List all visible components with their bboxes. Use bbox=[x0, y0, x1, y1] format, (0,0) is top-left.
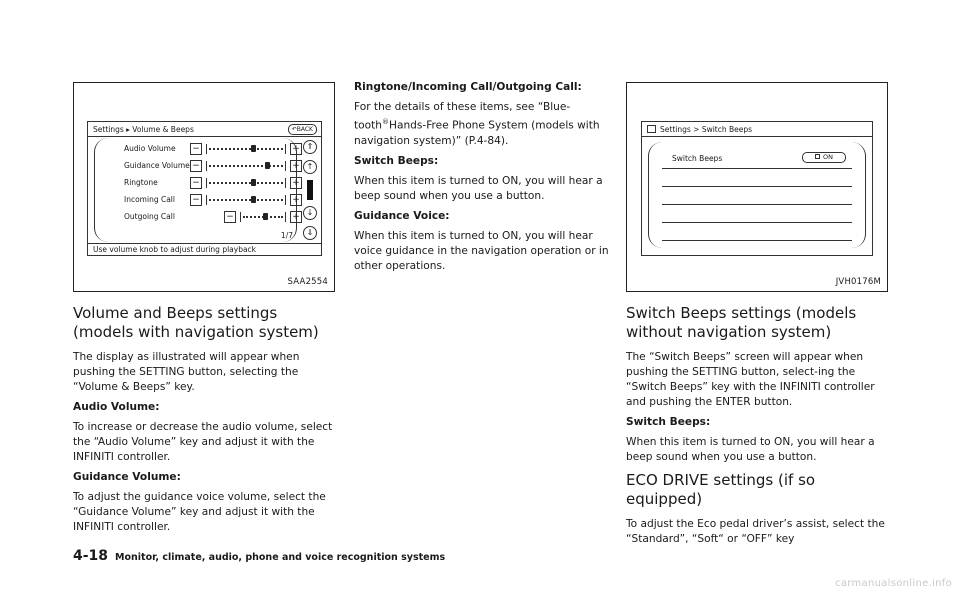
volume-row[interactable] bbox=[88, 159, 300, 173]
header-divider bbox=[642, 136, 872, 137]
volume-slider[interactable] bbox=[206, 195, 286, 205]
switch-beeps-screen bbox=[641, 121, 873, 256]
row-divider bbox=[662, 222, 852, 223]
scrollbar-thumb[interactable] bbox=[307, 180, 313, 200]
row-divider bbox=[662, 204, 852, 205]
section1-body bbox=[73, 304, 335, 535]
row-label: Incoming Call bbox=[124, 195, 175, 204]
volume-slider[interactable] bbox=[206, 178, 286, 188]
guidance-voice-text: When this item is turned to ON, you will hear voice guidance in the navigation operation or in other operations. bbox=[354, 229, 609, 272]
page-footer bbox=[73, 548, 445, 564]
section-heading: Switch Beeps settings (models without navigation system) bbox=[626, 304, 857, 341]
page-indicator: 1/7 bbox=[280, 231, 293, 240]
page-number: 4-18 bbox=[73, 548, 109, 564]
middle-column bbox=[354, 80, 616, 279]
row-label: Guidance Volume bbox=[124, 161, 190, 170]
guidance-volume-label: Guidance Volume: bbox=[73, 471, 181, 483]
toggle-label: ON bbox=[823, 153, 833, 161]
switch-beeps-text: When this item is turned to ON, you will hear a beep sound when you use a button. bbox=[354, 174, 603, 202]
switch-beeps-figure bbox=[626, 82, 888, 292]
minus-icon[interactable]: − bbox=[224, 211, 236, 223]
down-icon[interactable]: ↓ bbox=[303, 206, 317, 220]
ringtone-text bbox=[354, 100, 616, 149]
switch-beeps-label: Switch Beeps: bbox=[354, 154, 439, 167]
plus-icon[interactable]: + bbox=[290, 211, 302, 223]
volume-row[interactable] bbox=[88, 193, 300, 207]
figure-code: JVH0176M bbox=[835, 277, 881, 287]
plus-icon[interactable]: + bbox=[290, 143, 302, 155]
minus-icon[interactable]: − bbox=[190, 160, 202, 172]
volume-slider[interactable] bbox=[206, 161, 286, 171]
row-divider bbox=[662, 186, 852, 187]
back-arrow-icon: ↶ bbox=[291, 126, 297, 133]
minus-icon[interactable]: − bbox=[190, 194, 202, 206]
audio-volume-text: To increase or decrease the audio volume, select the “Audio Volume” key and adjust it with the INFINITI controller. bbox=[73, 421, 333, 463]
registered-mark: ® bbox=[382, 118, 389, 126]
left-column bbox=[73, 82, 335, 540]
header-divider bbox=[88, 136, 321, 137]
right-curve bbox=[852, 142, 866, 248]
section3-body bbox=[626, 304, 888, 547]
ringtone-text-a: For the details of these items, see “Blue-tooth bbox=[354, 101, 571, 132]
slider-knob[interactable] bbox=[251, 145, 256, 152]
volume-slider[interactable] bbox=[240, 212, 286, 222]
eco-drive-heading: ECO DRIVE settings (if so equipped) bbox=[626, 471, 816, 508]
switch-beeps-text: When this item is turned to ON, you will hear a beep sound when you use a button. bbox=[626, 436, 875, 463]
toggle-indicator-icon bbox=[815, 154, 820, 159]
figure-code: SAA2554 bbox=[287, 277, 328, 287]
left-curve bbox=[648, 142, 662, 248]
slider-track bbox=[209, 148, 283, 150]
intro-text: The “Switch Beeps” screen will appear when pushing the SETTING button, select-ing the “Switch Beeps” key with the INFINITI controller and pushing the ENTER button. bbox=[626, 351, 875, 408]
slider-track bbox=[209, 182, 283, 184]
ringtone-label: Ringtone/Incoming Call/Outgoing Call: bbox=[354, 81, 582, 93]
intro-text: The display as illustrated will appear when pushing the SETTING button, selecting the “Volume & Beeps” key. bbox=[73, 351, 300, 393]
guidance-voice-label: Guidance Voice: bbox=[354, 209, 450, 222]
volume-row[interactable] bbox=[88, 142, 300, 156]
chapter-title: Monitor, climate, audio, phone and voice recognition systems bbox=[115, 552, 446, 563]
watermark: carmanualsonline.info bbox=[835, 578, 952, 589]
scroll-down-icon[interactable]: ⇓ bbox=[303, 226, 317, 240]
breadcrumb: Settings > Switch Beeps bbox=[660, 125, 753, 134]
up-icon[interactable]: ↑ bbox=[303, 160, 317, 174]
plus-icon[interactable]: + bbox=[290, 194, 302, 206]
switch-beeps-toggle[interactable] bbox=[802, 152, 846, 163]
plus-icon[interactable]: + bbox=[290, 160, 302, 172]
switch-beeps-label: Switch Beeps: bbox=[626, 416, 711, 428]
back-label: BACK bbox=[296, 126, 313, 133]
slider-knob[interactable] bbox=[251, 179, 256, 186]
back-button[interactable] bbox=[288, 124, 317, 135]
volume-beeps-screen bbox=[87, 121, 322, 256]
volume-slider[interactable] bbox=[206, 144, 286, 154]
minus-icon[interactable]: − bbox=[190, 143, 202, 155]
switch-beeps-row-label: Switch Beeps bbox=[672, 154, 723, 163]
slider-track bbox=[209, 165, 283, 167]
slider-knob[interactable] bbox=[263, 213, 268, 220]
breadcrumb: Settings ▸ Volume & Beeps bbox=[93, 125, 194, 134]
scroll-up-icon[interactable]: ⇑ bbox=[303, 140, 317, 154]
volume-row[interactable] bbox=[88, 176, 300, 190]
audio-volume-label: Audio Volume: bbox=[73, 401, 160, 413]
minus-icon[interactable]: − bbox=[190, 177, 202, 189]
row-divider bbox=[662, 168, 852, 169]
plus-icon[interactable]: + bbox=[290, 177, 302, 189]
slider-track bbox=[209, 199, 283, 201]
row-divider bbox=[662, 240, 852, 241]
footer-hint: Use volume knob to adjust during playback bbox=[88, 243, 321, 255]
right-column bbox=[626, 82, 888, 552]
ringtone-text-b: Hands-Free Phone System (models with navigation system)” (P.4-84). bbox=[354, 119, 600, 147]
slider-knob[interactable] bbox=[251, 196, 256, 203]
row-label: Ringtone bbox=[124, 178, 158, 187]
slider-knob[interactable] bbox=[265, 162, 270, 169]
eco-drive-text: To adjust the Eco pedal driver’s assist, select the “Standard”, “Soft“ or “OFF” key bbox=[626, 518, 885, 545]
volume-beeps-figure bbox=[73, 82, 335, 292]
volume-row[interactable] bbox=[88, 210, 300, 224]
row-label: Outgoing Call bbox=[124, 212, 175, 221]
section-heading: Volume and Beeps settings (models with navigation system) bbox=[73, 304, 319, 341]
settings-icon bbox=[647, 125, 656, 133]
row-label: Audio Volume bbox=[124, 144, 176, 153]
guidance-volume-text: To adjust the guidance voice volume, select the “Guidance Volume” key and adjust it with the INFINITI controller. bbox=[73, 491, 326, 533]
